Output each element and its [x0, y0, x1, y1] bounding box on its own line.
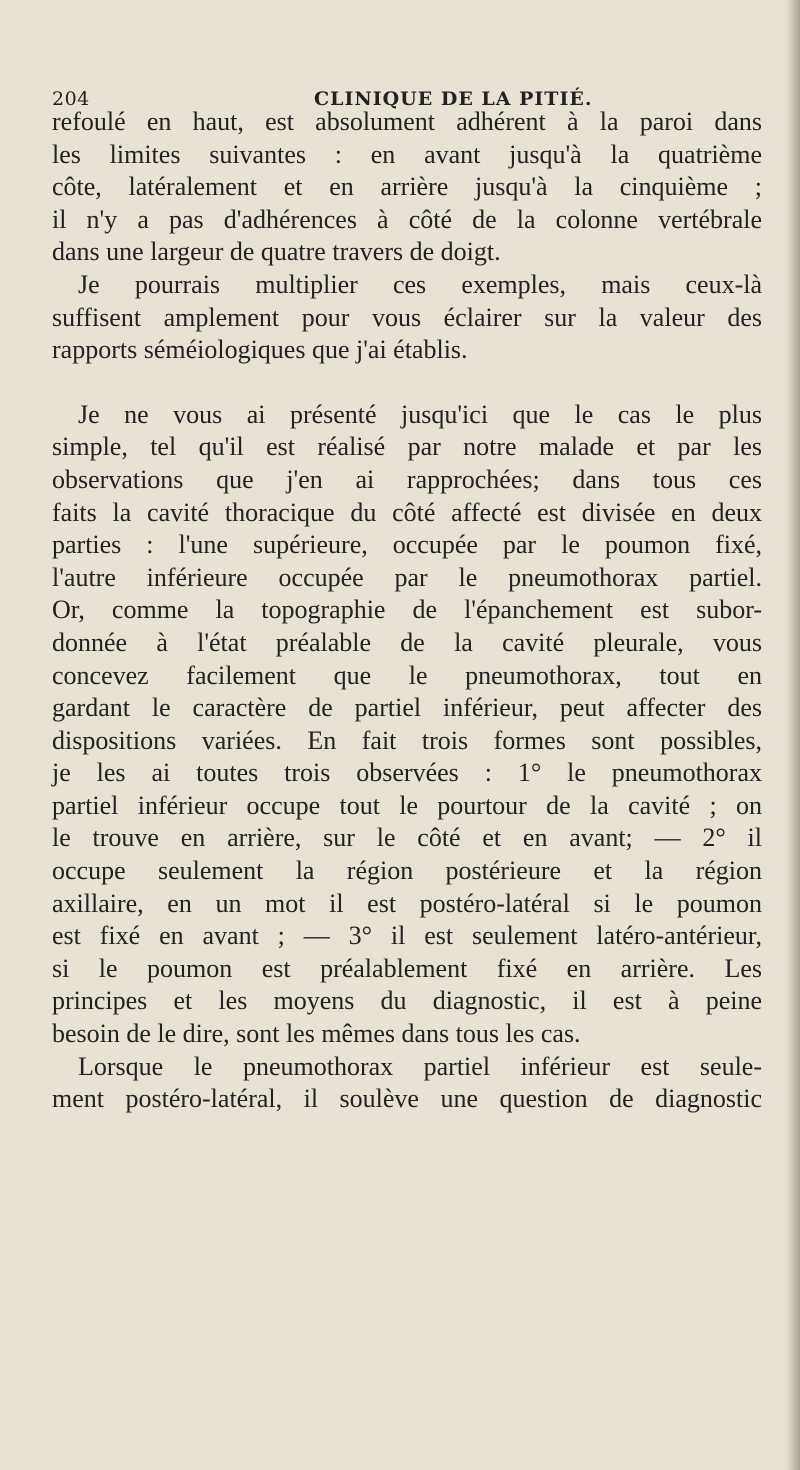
text-line: suffisent amplement pour vous éclairer sur la valeur des — [52, 302, 762, 332]
text-line: côte, latéralement et en arrière jusqu'à la cinquième ; — [52, 172, 762, 202]
text-line: il n'y a pas d'adhérences à côté de la colonne vertébrale — [52, 204, 762, 234]
text-line: l'autre inférieure occupée par le pneumothorax partiel. — [52, 562, 762, 592]
text-line: partiel inférieur occupe tout le pourtour de la cavité ; on — [52, 790, 762, 820]
paragraph-4 — [52, 1051, 762, 1116]
text-line: simple, tel qu'il est réalisé par notre malade et par les — [52, 432, 762, 462]
text-line: les limites suivantes : en avant jusqu'à la quatrième — [52, 139, 762, 169]
text-line: axillaire, en un mot il est postéro-latéral si le poumon — [52, 888, 762, 918]
text-line: si le poumon est préalablement fixé en arrière. Les — [52, 953, 762, 983]
text-line: donnée à l'état préalable de la cavité pleurale, vous — [52, 627, 762, 657]
text-line: refoulé en haut, est absolument adhérent à la paroi dans — [52, 107, 762, 136]
text-line: dans une largeur de quatre travers de doigt. — [52, 237, 501, 267]
text-line: je les ai toutes trois observées : 1° le pneumothorax — [52, 758, 762, 788]
paragraph-gap — [52, 367, 762, 399]
text-line: besoin de le dire, sont les mêmes dans tous les cas. — [52, 1019, 581, 1049]
text-line: faits la cavité thoracique du côté affecté est divisée en deux — [52, 497, 762, 527]
text-line: principes et les moyens du diagnostic, il est à peine — [52, 986, 762, 1016]
paragraph-1 — [52, 106, 762, 269]
text-line: Je pourrais multiplier ces exemples, mais ceux-là — [78, 269, 762, 299]
text-line: occupe seulement la région postérieure et la région — [52, 856, 762, 886]
text-line: gardant le caractère de partiel inférieur, peut affecter des — [52, 693, 762, 723]
body-text — [52, 106, 762, 1116]
text-line: Or, comme la topographie de l'épanchement est subor- — [52, 595, 762, 625]
text-line: Je ne vous ai présenté jusqu'ici que le cas le plus — [78, 399, 762, 429]
text-line: le trouve en arrière, sur le côté et en avant; — 2° il — [52, 823, 762, 853]
paragraph-2 — [52, 269, 762, 367]
text-line: concevez facilement que le pneumothorax, tout en — [52, 660, 762, 690]
text-line: dispositions variées. En fait trois formes sont possibles, — [52, 725, 762, 755]
text-line: parties : l'une supérieure, occupée par le poumon fixé, — [52, 530, 762, 560]
text-line: Lorsque le pneumothorax partiel inférieur est seule- — [78, 1051, 762, 1081]
running-title: CLINIQUE DE LA PITIÉ. — [314, 88, 593, 110]
page-number: 204 — [52, 88, 90, 110]
page-edge-shadow — [786, 0, 800, 1470]
text-line: est fixé en avant ; — 3° il est seulement latéro-antérieur, — [52, 921, 762, 951]
text-line: ment postéro-latéral, il soulève une question de diagnostic — [52, 1084, 762, 1114]
text-line: observations que j'en ai rapprochées; dans tous ces — [52, 464, 762, 494]
text-line: rapports séméiologiques que j'ai établis. — [52, 335, 468, 365]
paragraph-3 — [52, 399, 762, 1051]
